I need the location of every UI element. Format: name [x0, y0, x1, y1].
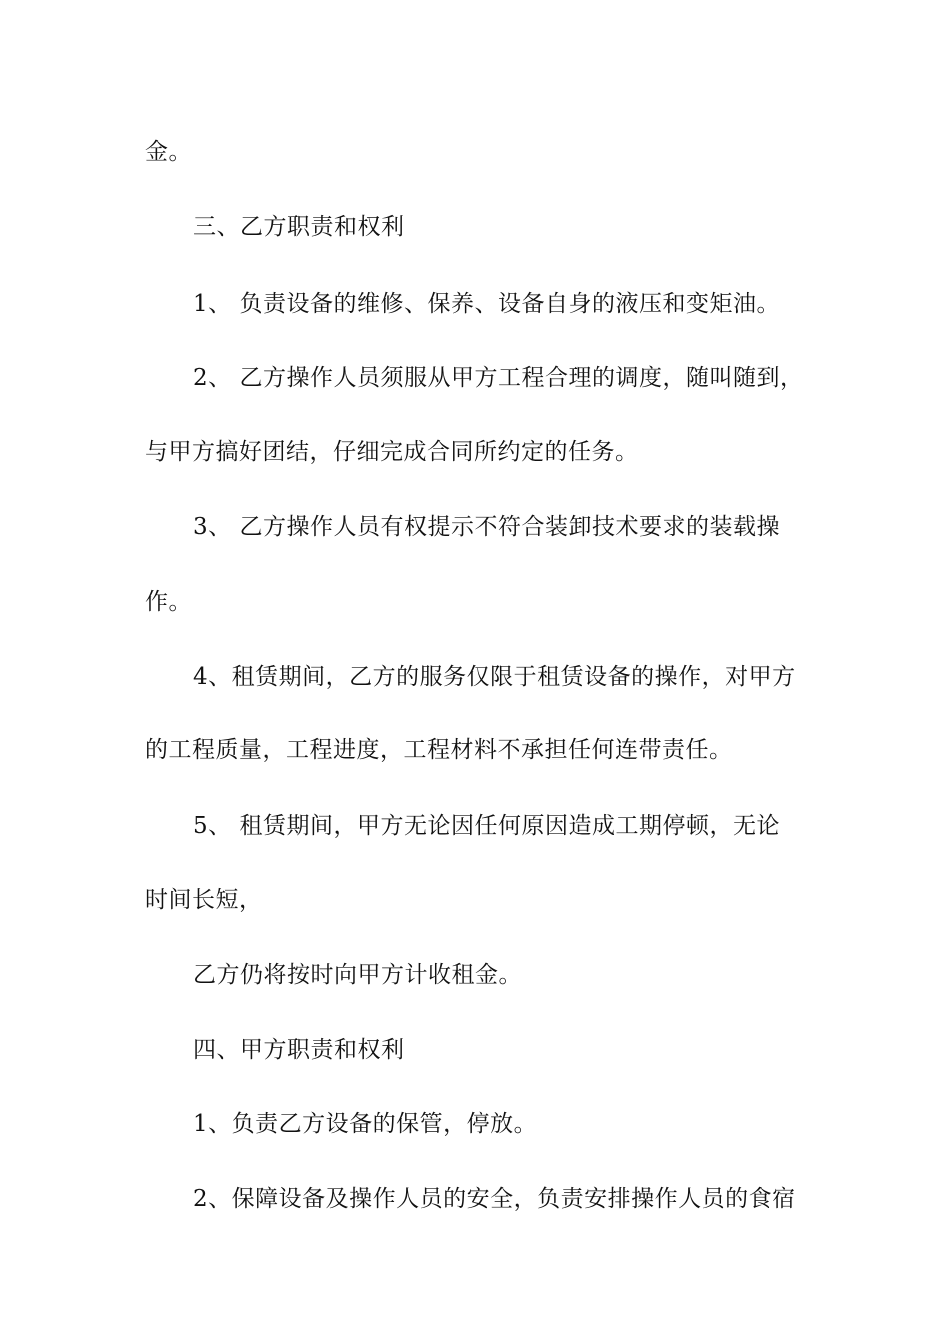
text-line: 的工程质量，工程进度，工程材料不承担任何连带责任。 [145, 737, 733, 763]
clause-item: 4、租赁期间，乙方的服务仅限于租赁设备的操作，对甲方 [193, 664, 796, 690]
clause-item: 3、 乙方操作人员有权提示不符合装卸技术要求的装载操 [193, 514, 780, 540]
text-line: 乙方仍将按时向甲方计收租金。 [193, 962, 522, 988]
clause-item: 1、 负责设备的维修、保养、设备自身的液压和变矩油。 [193, 291, 780, 317]
clause-item: 1、负责乙方设备的保管，停放。 [193, 1111, 538, 1137]
text-line: 作。 [145, 589, 192, 615]
section-heading: 三、乙方职责和权利 [193, 214, 405, 240]
text-line: 金。 [145, 139, 192, 165]
clause-item: 2、 乙方操作人员须服从甲方工程合理的调度，随叫随到， [193, 365, 804, 391]
section-heading: 四、甲方职责和权利 [193, 1037, 405, 1063]
text-line: 时间长短， [145, 887, 263, 913]
clause-item: 2、保障设备及操作人员的安全，负责安排操作人员的食宿 [193, 1186, 796, 1212]
text-line: 与甲方搞好团结，仔细完成合同所约定的任务。 [145, 439, 639, 465]
clause-item: 5、 租赁期间，甲方无论因任何原因造成工期停顿，无论 [193, 813, 780, 839]
